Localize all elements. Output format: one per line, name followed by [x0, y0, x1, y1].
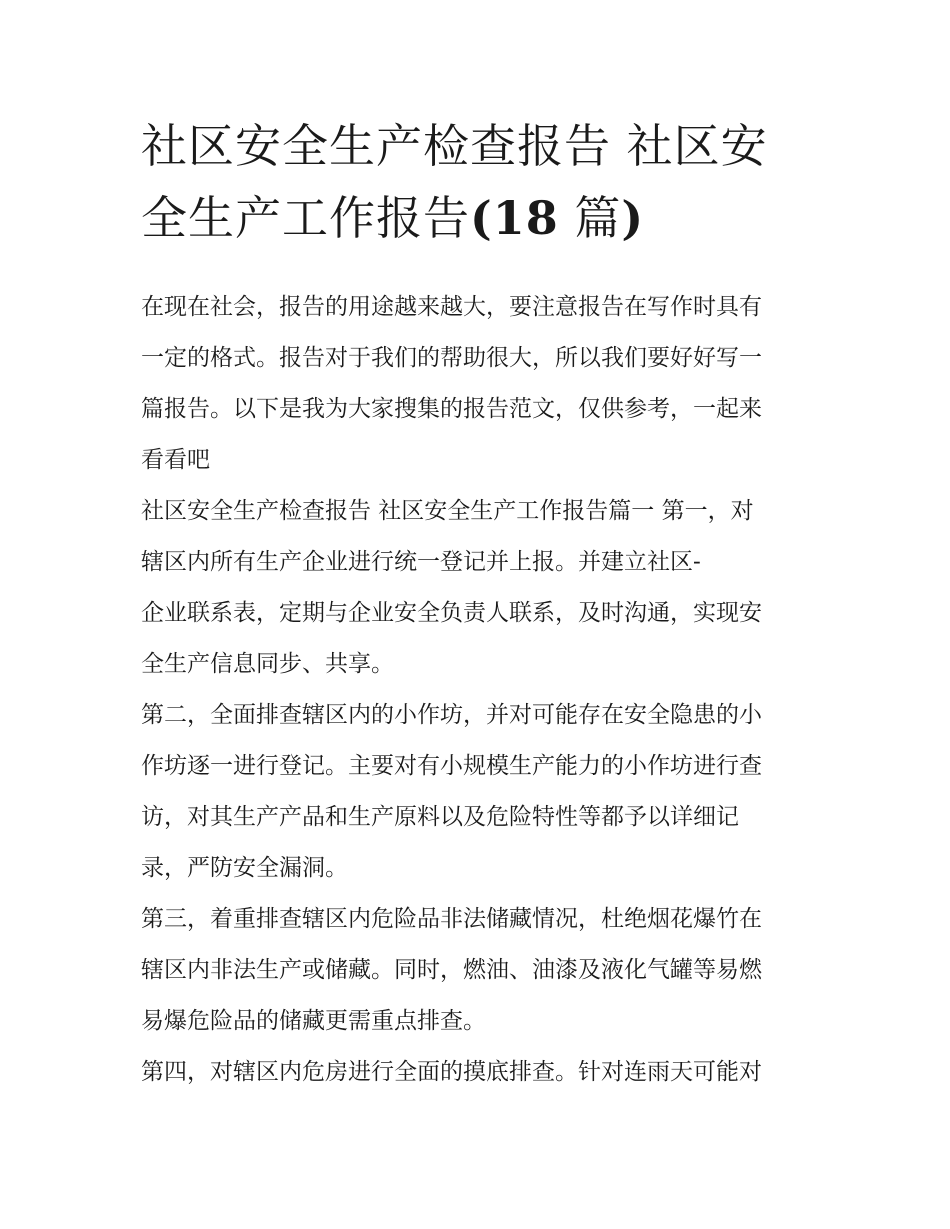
paragraph-second: 第二，全面排查辖区内的小作坊，并对可能存在安全隐患的小 作坊逐一进行登记。主要对有小规模生产能力的小作坊进行查 访，对其生产产品和生产原料以及危险特性等都予以详细记 录，严防安全漏洞。 [141, 702, 762, 881]
title-unit: 篇 [558, 191, 622, 245]
title-line-1: 社区安全生产检查报告 社区安 [141, 119, 768, 173]
paragraph-intro: 在现在社会，报告的用途越来越大，要注意报告在写作时具有 一定的格式。报告对于我们的帮助很大，所以我们要好好写一 篇报告。以下是我为大家搜集的报告范文，仅供参考，一起来 看看吧 [141, 294, 762, 473]
title-count: 18 [492, 191, 559, 245]
title-paren-close: ) [621, 191, 645, 245]
document-body [141, 282, 813, 1098]
title-line-2: 全生产工作报告 [141, 191, 470, 245]
paragraph-third: 第三，着重排查辖区内危险品非法储藏情况，杜绝烟花爆竹在 辖区内非法生产或储藏。同时，燃油、油漆及液化气罐等易燃 易爆危险品的储藏更需重点排查。 [141, 906, 762, 1034]
paragraph-fourth: 第四，对辖区内危房进行全面的摸底排查。针对连雨天可能对 [141, 1059, 762, 1085]
title-paren-open: ( [470, 191, 493, 245]
paragraph-first: 社区安全生产检查报告 社区安全生产工作报告篇一 第一，对 辖区内所有生产企业进行统一登记并上报。并建立社区- 企业联系表，定期与企业安全负责人联系，及时沟通，实现安 全生产信息同步、共享。 [141, 498, 762, 677]
document-page [141, 110, 813, 1098]
document-title [141, 110, 813, 254]
